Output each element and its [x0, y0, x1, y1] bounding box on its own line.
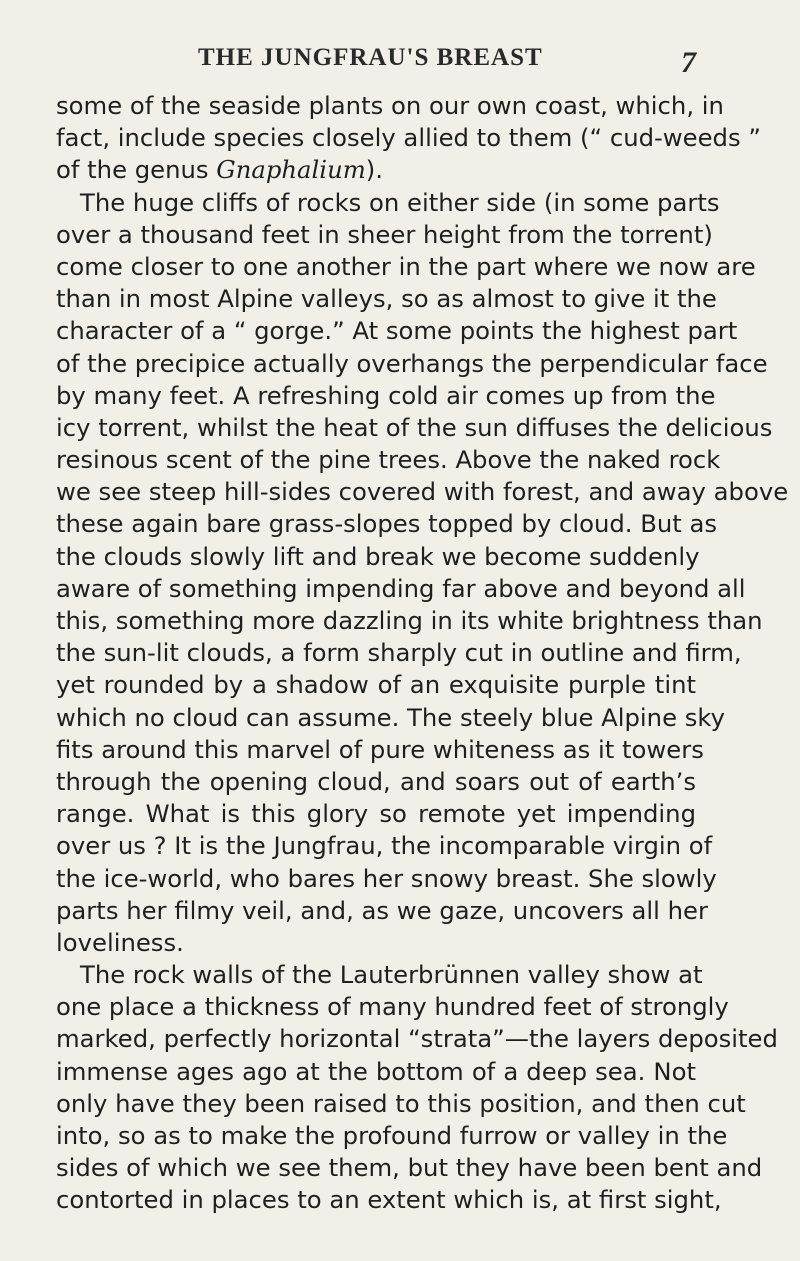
text-line: yet rounded by a shadow of an exquisite purple tint [56, 670, 696, 700]
text-line: we see steep hill-sides covered with forest, and away above [56, 477, 789, 507]
text-line: resinous scent of the pine trees. Above the naked rock [56, 445, 721, 475]
text-line: these again bare grass-slopes topped by cloud. But as [56, 509, 718, 539]
body-text [56, 90, 789, 1217]
paragraph-start-line: The rock walls of the Lauterbrünnen valley show at [80, 960, 703, 990]
text-line: into, so as to make the profound furrow or valley in the [56, 1121, 728, 1150]
text-line: icy torrent, whilst the heat of the sun diffuses the delicious [56, 412, 773, 442]
text-line: over us ? It is the Jungfrau, the incomparable virgin of [56, 831, 713, 861]
text-line: the clouds slowly lift and break we become suddenly [56, 541, 700, 571]
text-fragment: of the genus [56, 155, 217, 185]
text-line: the ice-world, who bares her snowy breast. She slowly [56, 863, 717, 893]
text-line: this, something more dazzling in its white brightness than [56, 606, 763, 635]
running-title: THE JUNGFRAU'S BREAST [198, 44, 543, 71]
text-line: of the precipice actually overhangs the perpendicular face [56, 348, 768, 378]
text-fragment: ). [365, 155, 383, 185]
text-line: fits around this marvel of pure whiteness as it towers [56, 734, 704, 764]
text-line: only have they been raised to this position, and then cut [56, 1088, 746, 1118]
page-header [0, 44, 800, 84]
page-number: 7 [681, 46, 696, 79]
text-line: which no cloud can assume. The steely blue Alpine sky [56, 702, 725, 732]
text-line: come closer to one another in the part where we now are [56, 251, 756, 281]
text-line: fact, include species closely allied to them (“ cud-weeds ” [56, 123, 761, 153]
text-line: the sun-lit clouds, a form sharply cut in outline and firm, [56, 638, 742, 668]
text-line: character of a “ gorge.” At some points the highest part [56, 316, 738, 346]
text-line: than in most Alpine valleys, so as almost to give it the [56, 284, 717, 314]
text-line: loveliness. [56, 927, 184, 957]
text-line: marked, perfectly horizontal “strata”—the layers deposited [56, 1024, 778, 1054]
text-line: one place a thickness of many hundred feet of strongly [56, 992, 729, 1022]
text-line: by many feet. A refreshing cold air comes up from the [56, 380, 716, 410]
text-line: contorted in places to an extent which is, at first sight, [56, 1185, 722, 1215]
text-line: range. What is this glory so remote yet impending [56, 799, 696, 829]
text-line: some of the seaside plants on our own coast, which, in [56, 91, 724, 120]
text-line: immense ages ago at the bottom of a deep sea. Not [56, 1056, 696, 1086]
text-line [56, 154, 696, 186]
text-line: through the opening cloud, and soars out of earth’s [56, 766, 696, 796]
text-line: parts her filmy veil, and, as we gaze, uncovers all her [56, 895, 708, 925]
text-line: aware of something impending far above and beyond all [56, 573, 746, 603]
paragraph-start-line: The huge cliffs of rocks on either side (in some parts [80, 187, 720, 217]
genus-name: Gnaphalium [216, 155, 366, 185]
text-line: sides of which we see them, but they have been bent and [56, 1153, 763, 1183]
text-line: over a thousand feet in sheer height from the torrent) [56, 219, 713, 249]
